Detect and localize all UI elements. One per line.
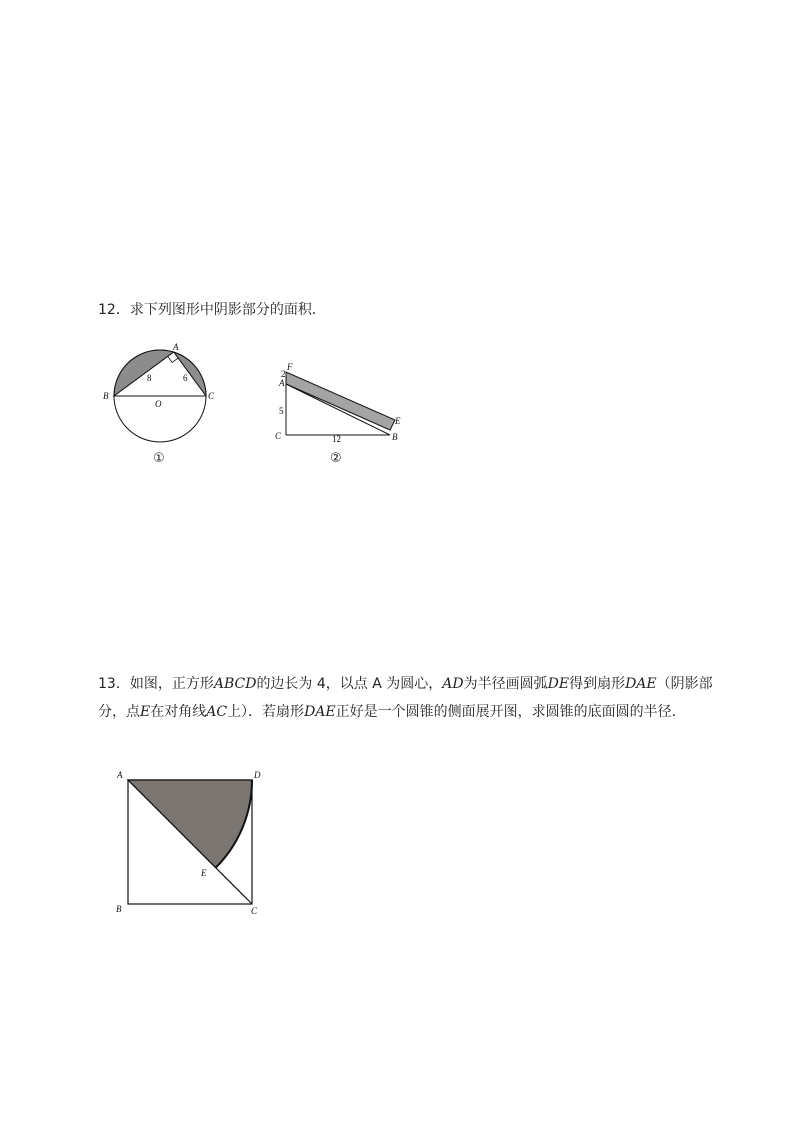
length-6: 6 xyxy=(183,373,188,383)
label-c3: C xyxy=(251,906,258,916)
text-part: 正好是一个圆锥的侧面展开图，求圆锥的底面圆的半径． xyxy=(335,704,686,720)
question-13 xyxy=(98,670,718,726)
label-e: E xyxy=(395,416,401,426)
label-f: F xyxy=(287,362,293,372)
question-12 xyxy=(98,296,326,324)
label-b3: B xyxy=(116,904,122,914)
label-c: C xyxy=(208,391,215,401)
text-part: 上）．若扇形 xyxy=(227,704,305,720)
figure-triangle-strip xyxy=(272,332,412,444)
math-ac: AC xyxy=(206,704,228,720)
text-part: （阴影部分，点 xyxy=(98,676,713,720)
math-ad: AD xyxy=(442,676,464,692)
question-text: 求下列图形中阴影部分的面积． xyxy=(129,302,326,318)
figure-square-sector xyxy=(108,764,268,920)
question-number: 12． xyxy=(98,302,130,318)
length-12: 12 xyxy=(332,434,341,444)
shaded-strip xyxy=(286,372,395,430)
text-part: 为半径画圆弧 xyxy=(463,676,548,692)
label-a2: A xyxy=(279,378,285,388)
math-dae: DAE xyxy=(304,704,336,720)
text-part: 的边长为 4，以点 A 为圆心， xyxy=(256,676,443,692)
math-dae: DAE xyxy=(625,676,657,692)
side-ab xyxy=(286,384,390,435)
caption-figure-2: ② xyxy=(330,451,342,466)
label-b: B xyxy=(103,391,109,401)
label-a3: A xyxy=(117,770,123,780)
length-2: 2 xyxy=(281,369,286,379)
caption-figure-1: ① xyxy=(153,451,165,466)
label-e3: E xyxy=(201,868,207,878)
figure-circle xyxy=(100,340,220,450)
question-number: 13． xyxy=(98,676,130,692)
math-abcd: ABCD xyxy=(213,676,257,692)
text-part: 得到扇形 xyxy=(569,676,626,692)
label-o: O xyxy=(155,399,162,409)
length-5: 5 xyxy=(279,406,284,416)
label-c2: C xyxy=(275,431,282,441)
label-d: D xyxy=(254,770,261,780)
length-8: 8 xyxy=(147,373,152,383)
math-e: E xyxy=(140,704,151,720)
text-part: 在对角线 xyxy=(150,704,207,720)
math-de: DE xyxy=(547,676,570,692)
label-a: A xyxy=(173,342,179,352)
label-b2: B xyxy=(392,432,398,442)
text-part: 如图，正方形 xyxy=(129,676,214,692)
